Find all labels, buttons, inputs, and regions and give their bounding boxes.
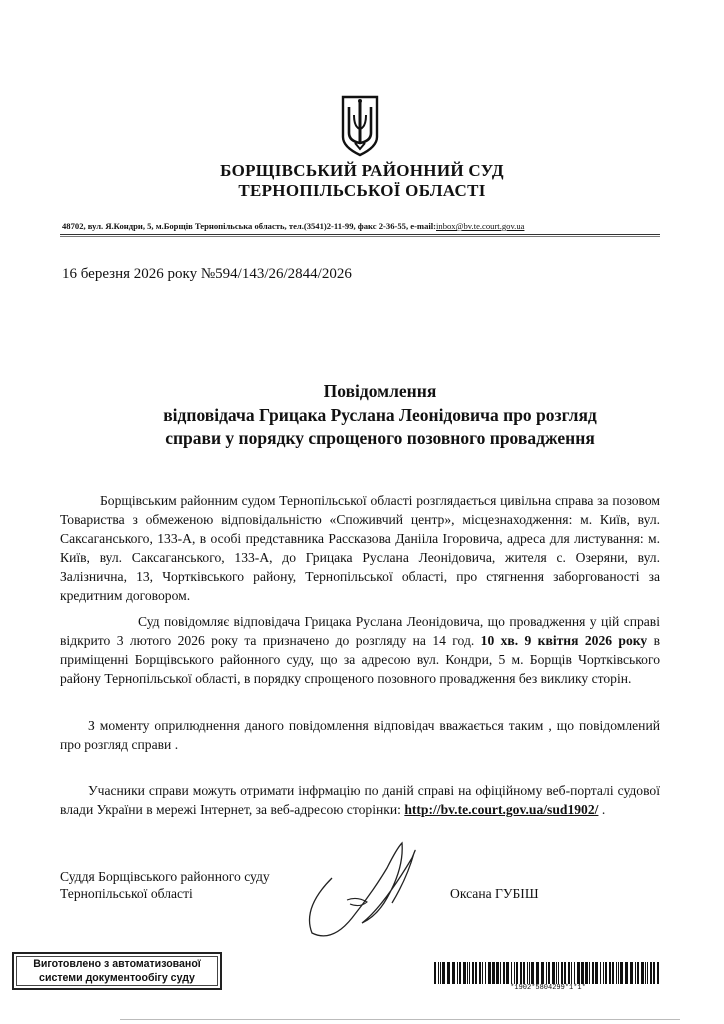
- barcode-bar: [603, 962, 604, 984]
- barcode-bar: [585, 962, 588, 984]
- barcode-bar: [438, 962, 439, 984]
- coat-of-arms-icon: [337, 93, 383, 157]
- barcode-bar: [645, 962, 646, 984]
- website-text: Учасники справи можуть отримати інфрмацію по даній справі на офіційному веб-порталі судової влади України в мережі Інтернет, за веб-адресою сторінки:: [60, 783, 660, 817]
- paragraph-claim: [60, 491, 660, 605]
- barcode-bar: [472, 962, 474, 984]
- document-barcode: [434, 962, 662, 984]
- barcode-bar: [488, 962, 491, 984]
- judge-name: Оксана ГУБІШ: [450, 886, 539, 901]
- barcode-bar: [442, 962, 445, 984]
- barcode-bar: [618, 962, 619, 984]
- barcode-bar: [564, 962, 566, 984]
- barcode-bar: [574, 962, 575, 984]
- barcode-bar: [482, 962, 483, 984]
- barcode-bar: [469, 962, 470, 984]
- barcode-bar: [609, 962, 611, 984]
- document-title: Повідомлення: [323, 381, 437, 401]
- handwritten-signature: [292, 838, 442, 948]
- hearing-text-2: в приміщенні Борщівського районного суду, що за адресою вул. Кондри, 5 м. Борщів Чортківського району Тернопільської області, в порядку спрощеного позовного провадження без виклику сторін.: [60, 633, 660, 686]
- barcode-bar: [577, 962, 580, 984]
- barcode-bar: [650, 962, 652, 984]
- document-subtitle-line1: відповідача Грицака Руслана Леонідовича про розгляд: [163, 405, 597, 425]
- barcode-bar: [541, 962, 544, 984]
- barcode-bar: [529, 962, 530, 984]
- court-website-link[interactable]: http://bv.te.court.gov.ua/sud1902/: [404, 802, 599, 817]
- barcode-bar: [637, 962, 639, 984]
- paragraph-notice: [60, 716, 660, 754]
- barcode-bar: [485, 962, 486, 984]
- barcode-bar: [595, 962, 598, 984]
- barcode-bar: [440, 962, 441, 984]
- website-end: .: [601, 802, 606, 817]
- barcode-bar: [589, 962, 590, 984]
- barcode-bar: [571, 962, 572, 984]
- barcode-bar: [475, 962, 477, 984]
- barcode-bar: [561, 962, 563, 984]
- barcode-bar: [653, 962, 655, 984]
- automated-system-stamp: [12, 952, 222, 990]
- barcode-bar: [506, 962, 509, 984]
- barcode-bar: [434, 962, 436, 984]
- barcode-bar: [514, 962, 515, 984]
- stamp-line2: системи документообігу суду: [39, 972, 195, 984]
- barcode-bar: [548, 962, 550, 984]
- barcode-bar: [520, 962, 522, 984]
- barcode-bar: [523, 962, 525, 984]
- paragraph-claim-text: Борщівським районним судом Тернопільської області розглядається цивільна справа за позовом Товариства з обмеженою відповідальністю «Споживчий центр», місцезнаходження: м. Київ, вул. Саксаганського, 133-А, в особі представника Рассказова Данііла Ігоровича, адреса для листування: м. Київ, вул. Саксаганського, 133-А, до Грицака Руслана Леонідовича, жителя с. Озеряни, вул. Залізнична, 13, Чортківського району, Тернопільської області, про стягнення заборгованості за кредитним договором.: [60, 493, 660, 603]
- barcode-bar: [516, 962, 518, 984]
- barcode-bar: [457, 962, 458, 984]
- notice-text: З моменту оприлюднення даного повідомлення відповідач вважається таким , що повідомлений про розгляд справи .: [60, 718, 660, 752]
- barcode-bar: [546, 962, 547, 984]
- barcode-bar: [447, 962, 450, 984]
- paragraph-website: [60, 781, 660, 819]
- stamp-border: [16, 956, 218, 986]
- barcode-number: *1902*5804299*1*1*: [510, 984, 586, 992]
- page-bottom-edge: [120, 1019, 680, 1020]
- hearing-text-1: Суд повідомляє відповідача Грицака Руслана Леонідовича, що провадження у цій справі відкрито 3 лютого 2026 року та призначено до розгляду на 14 год.: [60, 614, 660, 648]
- document-date-ref: 16 березня 2026 року №594/143/26/2844/2026: [62, 266, 352, 282]
- barcode-bar: [556, 962, 557, 984]
- paragraph-hearing: [60, 612, 660, 688]
- barcode-bar: [641, 962, 644, 984]
- barcode-bar: [452, 962, 455, 984]
- barcode-bar: [536, 962, 539, 984]
- judge-title-line1: Суддя Борщівського районного суду: [60, 869, 270, 884]
- barcode-bar: [657, 962, 659, 984]
- barcode-bar: [531, 962, 534, 984]
- barcode-bar: [527, 962, 528, 984]
- header-divider-secondary: [60, 236, 660, 237]
- barcode-bar: [492, 962, 495, 984]
- barcode-bar: [600, 962, 601, 984]
- barcode-bar: [592, 962, 594, 984]
- barcode-bar: [568, 962, 570, 984]
- stamp-line1: Виготовлено з автоматизованої: [33, 958, 201, 970]
- barcode-bar: [612, 962, 614, 984]
- court-email-link[interactable]: inbox@bv.te.court.gov.ua: [436, 221, 525, 231]
- barcode-bar: [558, 962, 559, 984]
- barcode-bar: [616, 962, 617, 984]
- barcode-bar: [463, 962, 466, 984]
- barcode-bar: [635, 962, 636, 984]
- barcode-bar: [581, 962, 584, 984]
- barcode-bar: [647, 962, 648, 984]
- barcode-bar: [479, 962, 481, 984]
- barcode-bar: [630, 962, 633, 984]
- barcode-bar: [511, 962, 512, 984]
- barcode-bar: [625, 962, 628, 984]
- judge-title: [60, 868, 270, 902]
- barcode-bar: [500, 962, 501, 984]
- court-contacts: [62, 221, 662, 231]
- judge-title-line2: Тернопільської області: [60, 886, 193, 901]
- court-region: ТЕРНОПІЛЬСЬКОЇ ОБЛАСТІ: [238, 181, 486, 200]
- barcode-bar: [496, 962, 499, 984]
- hearing-datetime: 10 хв. 9 квітня 2026 року: [480, 633, 648, 648]
- barcode-bar: [620, 962, 623, 984]
- barcode-bar: [467, 962, 468, 984]
- header-divider: [60, 234, 660, 235]
- contacts-text: 48702, вул. Я.Кондри, 5, м.Борщів Тернопільська область, тел.(3541)2-11-99, факс 2-36-55, e-mail:: [62, 221, 437, 231]
- barcode-bar: [503, 962, 505, 984]
- barcode-bar: [459, 962, 461, 984]
- document-subtitle-line2: справи у порядку спрощеного позовного провадження: [165, 428, 595, 448]
- barcode-bar: [605, 962, 607, 984]
- court-name: БОРЩІВСЬКИЙ РАЙОННИЙ СУД: [220, 161, 504, 180]
- barcode-bar: [552, 962, 555, 984]
